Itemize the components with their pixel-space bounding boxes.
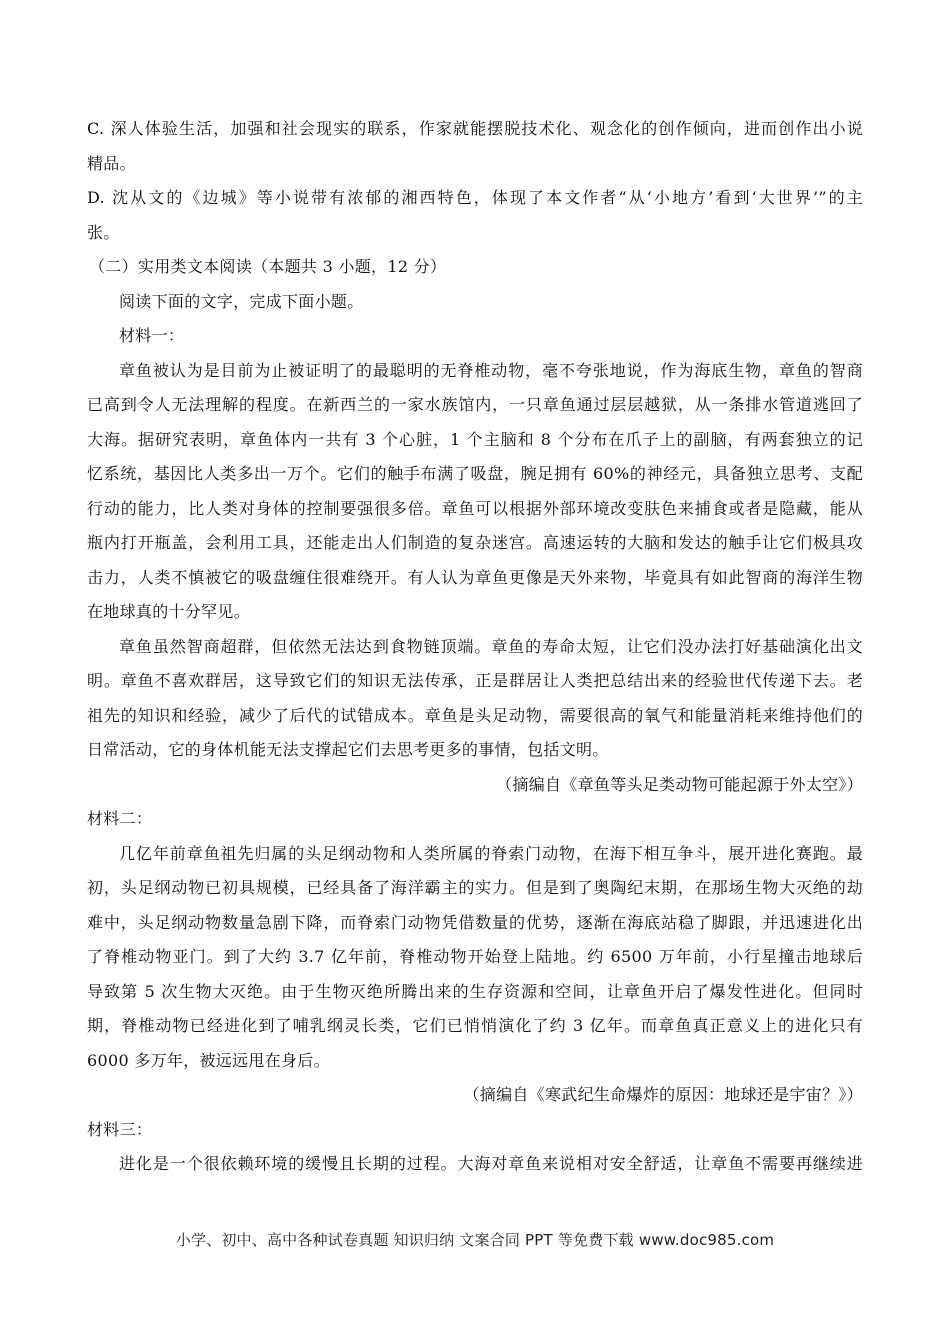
paragraph-line: 明。章鱼不喜欢群居，这导致它们的知识无法传承，正是群居让人类把总结出来的经验世代传递下去。老: [87, 671, 863, 690]
material-2-paragraph-1: [87, 837, 863, 1079]
material-3-label: 材料三：: [87, 1119, 153, 1139]
paragraph-line: 祖先的知识和经验，减少了后代的试错成本。章鱼是头足动物，需要很高的氧气和能量消耗来维持他们的: [87, 705, 863, 725]
paragraph-line: 6000 多万年，被远远甩在身后。: [87, 1050, 330, 1070]
option-c-line-2: 精品。: [87, 153, 136, 173]
reading-instruction: 阅读下面的文字，完成下面小题。: [119, 291, 364, 311]
section-heading: （二）实用类文本阅读（本题共 3 小题，12 分）: [89, 257, 447, 276]
option-d: [87, 181, 863, 250]
paragraph-line: 章鱼被认为是目前为止被证明了的最聪明的无脊椎动物，毫不夸张地说，作为海底生物，章鱼的智商: [119, 360, 863, 380]
material-1-paragraph-1: [87, 354, 863, 630]
document-body: [87, 112, 863, 1182]
paragraph-line: 忆系统，基因比人类多出一万个。它们的触手布满了吸盘，腕足拥有 60%的神经元，具备独立思考、支配: [87, 464, 863, 483]
paragraph-line: 期，脊椎动物已经进化到了哺乳纲灵长类，它们已悄悄演化了约 3 亿年。而章鱼真正意义上的进化只有: [87, 1016, 863, 1035]
option-d-line-2: 张。: [87, 222, 120, 242]
option-c-line-1: C. 深人体验生活，加强和社会现实的联系，作家就能摆脱技术化、观念化的创作倾向，进而创作出小说: [87, 119, 863, 138]
page-footer: 小学、初中、高中各种试卷真题 知识归纳 文案合同 PPT 等免费下载 www.doc985.com: [175, 1231, 775, 1249]
material-2-source: （摘编自《寒武纪生命爆炸的原因：地球还是宇宙？》）: [463, 1085, 863, 1104]
paragraph-line: 初，头足纲动物已初具规模，已经具备了海洋霸主的实力。但是到了奥陶纪末期，在那场生物大灭绝的劫: [87, 878, 863, 897]
paragraph-line: 难中，头足纲动物数量急剧下降，而脊索门动物凭借数量的优势，逐渐在海底站稳了脚跟，并迅速进化出: [87, 912, 863, 932]
material-2-label: 材料二：: [87, 809, 153, 828]
paragraph-line: 了脊椎动物亚门。到了大约 3.7 亿年前，脊椎动物开始登上陆地。约 6500 万年前，小行星撞击地球后: [87, 947, 863, 966]
paragraph-line: 导致第 5 次生物大灭绝。由于生物灭绝所腾出来的生存资源和空间，让章鱼开启了爆发性进化。但同时: [87, 981, 863, 1001]
paragraph-line: 章鱼虽然智商超群，但依然无法达到食物链顶端。章鱼的寿命太短，让它们没办法打好基础演化出文: [119, 636, 863, 656]
paragraph-line: 瓶内打开瓶盖，会利用工具，还能走出人们制造的复杂迷宫。高速运转的大脑和发达的触手让它们极具攻: [87, 533, 863, 552]
option-c: [87, 112, 863, 181]
option-d-line-1: D. 沈从文的《边城》等小说带有浓郁的湘西特色，体现了本文作者“从‘小地方’看到‘大世界’”的主: [87, 188, 863, 207]
paragraph-line: 几亿年前章鱼祖先归属的头足纲动物和人类所属的脊索门动物，在海下相互争斗，展开进化赛跑。最: [119, 843, 863, 863]
paragraph-line: 在地球真的十分罕见。: [87, 602, 251, 621]
paragraph-line: 大海。据研究表明，章鱼体内一共有 3 个心脏，1 个主脑和 8 个分布在爪子上的副脑，有两套独立的记: [87, 429, 863, 449]
paragraph-line: 击力，人类不慎被它的吸盘缠住很难绕开。有人认为章鱼更像是天外来物，毕竟具有如此智商的海洋生物: [87, 567, 863, 587]
paragraph-line: 日常活动，它的身体机能无法支撑起它们去思考更多的事情，包括文明。: [87, 740, 609, 759]
material-1-label: 材料一：: [119, 326, 185, 345]
paragraph-line: 行动的能力，比人类对身体的控制要强很多倍。章鱼可以根据外部环境改变肤色来捕食或者是隐藏，能从: [87, 498, 863, 518]
paragraph-line: 已高到令人无法理解的程度。在新西兰的一家水族馆内，一只章鱼通过层层越狱，从一条排水管道逃回了: [87, 395, 863, 414]
material-3-paragraph-1: 进化是一个很依赖环境的缓慢且长期的过程。大海对章鱼来说相对安全舒适，让章鱼不需要再继续进: [119, 1154, 863, 1173]
material-1-source: （摘编自《章鱼等头足类动物可能起源于外太空》）: [496, 774, 863, 794]
material-1-paragraph-2: [87, 630, 863, 768]
